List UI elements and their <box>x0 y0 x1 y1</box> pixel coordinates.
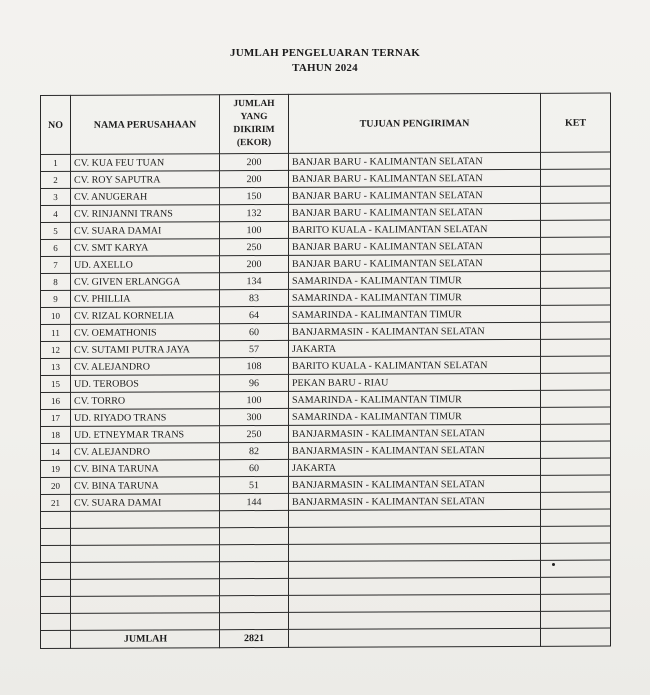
cell-remarks <box>541 254 611 271</box>
cell-quantity: 134 <box>220 272 289 289</box>
cell-company-name <box>71 562 220 580</box>
total-remarks-cell <box>541 628 611 646</box>
header-company-name: NAMA PERUSAHAAN <box>71 95 220 155</box>
cell-quantity: 250 <box>220 425 289 442</box>
header-destination: TUJUAN PENGIRIMAN <box>289 93 541 153</box>
table-header-row <box>41 93 611 154</box>
cell-no: 5 <box>41 222 71 239</box>
cell-destination: BARITO KUALA - KALIMANTAN SELATAN <box>289 356 541 374</box>
cell-remarks <box>541 186 611 203</box>
cell-company-name <box>71 545 220 563</box>
cell-no <box>41 528 71 545</box>
cell-no: 18 <box>41 426 71 443</box>
cell-no: 19 <box>41 460 71 477</box>
cell-company-name: UD. TEROBOS <box>71 375 220 393</box>
cell-quantity <box>220 544 289 561</box>
cell-company-name <box>71 528 220 546</box>
cell-destination <box>289 611 541 629</box>
cell-destination: JAKARTA <box>289 458 541 476</box>
header-quantity-line: (EKOR) <box>236 137 272 149</box>
cell-no <box>41 579 71 596</box>
cell-quantity: 83 <box>220 289 289 306</box>
cell-destination <box>289 594 541 612</box>
cell-company-name: CV. SUARA DAMAI <box>71 494 220 512</box>
document-title: JUMLAH PENGELUARAN TERNAK <box>230 47 420 59</box>
cell-remarks <box>541 492 611 509</box>
cell-no <box>41 511 71 528</box>
cell-quantity: 150 <box>220 187 289 204</box>
cell-remarks <box>541 288 611 305</box>
cell-quantity: 82 <box>220 442 289 459</box>
cell-quantity <box>220 561 289 578</box>
cell-destination: BANJAR BARU - KALIMANTAN SELATAN <box>289 237 541 255</box>
cell-company-name: CV. TORRO <box>71 392 220 410</box>
cell-quantity: 96 <box>220 374 289 391</box>
cell-remarks <box>541 560 611 577</box>
cell-no: 20 <box>41 477 71 494</box>
cell-company-name: UD. RIYADO TRANS <box>71 409 220 427</box>
cell-no: 3 <box>41 188 71 205</box>
cell-quantity <box>220 612 289 629</box>
cell-no <box>41 596 71 613</box>
cell-no: 1 <box>41 154 71 171</box>
cell-quantity: 64 <box>220 306 289 323</box>
cell-destination: BANJARMASIN - KALIMANTAN SELATAN <box>289 322 541 340</box>
cell-company-name <box>71 596 220 614</box>
cell-quantity: 60 <box>220 323 289 340</box>
cell-destination: BANJAR BARU - KALIMANTAN SELATAN <box>289 169 541 187</box>
total-row <box>41 628 611 648</box>
table-wrapper <box>40 93 610 649</box>
cell-no: 16 <box>41 392 71 409</box>
cell-destination: BANJARMASIN - KALIMANTAN SELATAN <box>289 441 541 459</box>
cell-quantity: 100 <box>220 391 289 408</box>
cell-company-name <box>71 579 220 597</box>
cell-remarks <box>541 424 611 441</box>
cell-company-name: CV. RIZAL KORNELIA <box>71 307 220 325</box>
cell-destination <box>289 543 541 561</box>
cell-quantity <box>220 595 289 612</box>
cell-quantity <box>220 578 289 595</box>
cell-quantity: 250 <box>220 238 289 255</box>
header-quantity-line: JUMLAH <box>233 98 275 110</box>
cell-company-name: CV. PHILLIA <box>71 290 220 308</box>
cell-no <box>41 545 71 562</box>
cell-remarks <box>541 322 611 339</box>
cell-destination: SAMARINDA - KALIMANTAN TIMUR <box>289 390 541 408</box>
cell-remarks <box>541 475 611 492</box>
cell-no: 7 <box>41 256 71 273</box>
cell-company-name: CV. SUTAMI PUTRA JAYA <box>71 341 220 359</box>
header-remarks: KET <box>541 93 611 152</box>
cell-no: 4 <box>41 205 71 222</box>
cell-destination <box>289 526 541 544</box>
cell-no: 6 <box>41 239 71 256</box>
header-quantity <box>220 94 289 153</box>
total-label: JUMLAH <box>71 630 220 649</box>
cell-remarks <box>541 458 611 475</box>
cell-no: 10 <box>41 307 71 324</box>
cell-remarks <box>541 509 611 526</box>
cell-destination: BANJAR BARU - KALIMANTAN SELATAN <box>289 152 541 170</box>
cell-destination: PEKAN BARU - RIAU <box>289 373 541 391</box>
cell-company-name: CV. RINJANNI TRANS <box>71 205 220 223</box>
cell-remarks <box>541 577 611 594</box>
cell-no: 9 <box>41 290 71 307</box>
cell-quantity: 108 <box>220 357 289 374</box>
cell-quantity: 132 <box>220 204 289 221</box>
cell-remarks <box>541 407 611 424</box>
header-quantity-line: YANG <box>240 112 268 123</box>
cell-quantity: 60 <box>220 459 289 476</box>
cell-company-name: UD. ETNEYMAR TRANS <box>71 426 220 444</box>
cell-destination: SAMARINDA - KALIMANTAN TIMUR <box>289 407 541 425</box>
cell-remarks <box>541 152 611 169</box>
cell-quantity: 200 <box>220 170 289 187</box>
cell-company-name: CV. BINA TARUNA <box>71 477 220 495</box>
table-body <box>41 152 611 630</box>
cell-destination: BANJARMASIN - KALIMANTAN SELATAN <box>289 424 541 442</box>
cell-company-name: CV. ROY SAPUTRA <box>71 171 220 189</box>
cell-destination <box>289 577 541 595</box>
cell-quantity: 300 <box>220 408 289 425</box>
cell-quantity: 51 <box>220 476 289 493</box>
cell-no: 15 <box>41 375 71 392</box>
livestock-shipment-table <box>40 93 611 649</box>
cell-no: 17 <box>41 409 71 426</box>
cell-company-name: UD. AXELLO <box>71 256 220 274</box>
cell-remarks <box>541 526 611 543</box>
cell-remarks <box>541 220 611 237</box>
cell-quantity <box>220 527 289 544</box>
cell-quantity: 144 <box>220 493 289 510</box>
cell-remarks <box>541 611 611 628</box>
cell-no <box>41 562 71 579</box>
cell-remarks <box>541 356 611 373</box>
cell-company-name: CV. KUA FEU TUAN <box>71 154 220 172</box>
cell-no: 11 <box>41 324 71 341</box>
cell-remarks <box>541 169 611 186</box>
cell-no: 8 <box>41 273 71 290</box>
cell-company-name: CV. GIVEN ERLANGGA <box>71 273 220 291</box>
cell-remarks <box>541 373 611 390</box>
cell-remarks <box>541 271 611 288</box>
cell-quantity: 100 <box>220 221 289 238</box>
cell-destination: BANJAR BARU - KALIMANTAN SELATAN <box>289 203 541 221</box>
cell-quantity: 200 <box>220 255 289 272</box>
cell-no: 13 <box>41 358 71 375</box>
cell-destination: JAKARTA <box>289 339 541 357</box>
cell-destination: BANJARMASIN - KALIMANTAN SELATAN <box>289 492 541 510</box>
cell-quantity: 200 <box>220 153 289 170</box>
cell-remarks <box>541 203 611 220</box>
cell-destination: SAMARINDA - KALIMANTAN TIMUR <box>289 271 541 289</box>
cell-company-name: CV. BINA TARUNA <box>71 460 220 478</box>
cell-remarks <box>541 543 611 560</box>
cell-no: 2 <box>41 171 71 188</box>
cell-destination: SAMARINDA - KALIMANTAN TIMUR <box>289 288 541 306</box>
cell-remarks <box>541 441 611 458</box>
cell-destination <box>289 509 541 527</box>
cell-company-name: CV. SMT KARYA <box>71 239 220 257</box>
cell-no: 21 <box>41 494 71 511</box>
cell-company-name: CV. OEMATHONIS <box>71 324 220 342</box>
cell-company-name <box>71 613 220 631</box>
cell-destination: SAMARINDA - KALIMANTAN TIMUR <box>289 305 541 323</box>
cell-destination: BARITO KUALA - KALIMANTAN SELATAN <box>289 220 541 238</box>
cell-company-name <box>71 511 220 529</box>
cell-company-name: CV. ALEJANDRO <box>71 358 220 376</box>
cell-remarks <box>541 390 611 407</box>
cell-remarks <box>541 305 611 322</box>
cell-destination: BANJAR BARU - KALIMANTAN SELATAN <box>289 254 541 272</box>
total-value: 2821 <box>220 629 289 647</box>
cell-destination <box>289 560 541 578</box>
cell-remarks <box>541 237 611 254</box>
cell-quantity: 57 <box>220 340 289 357</box>
cell-destination: BANJARMASIN - KALIMANTAN SELATAN <box>289 475 541 493</box>
cell-remarks <box>541 594 611 611</box>
cell-no <box>41 613 71 630</box>
cell-company-name: CV. ALEJANDRO <box>71 443 220 461</box>
total-no-cell <box>41 630 71 648</box>
cell-no: 12 <box>41 341 71 358</box>
cell-destination: BANJAR BARU - KALIMANTAN SELATAN <box>289 186 541 204</box>
header-quantity-line: DIKIRIM <box>233 124 275 136</box>
ink-dot-mark <box>552 563 555 566</box>
cell-company-name: CV. ANUGERAH <box>71 188 220 206</box>
cell-quantity <box>220 510 289 527</box>
cell-no: 14 <box>41 443 71 460</box>
total-destination-cell <box>289 628 541 647</box>
document-subtitle: TAHUN 2024 <box>292 62 358 74</box>
header-no: NO <box>41 95 71 154</box>
cell-company-name: CV. SUARA DAMAI <box>71 222 220 240</box>
cell-remarks <box>541 339 611 356</box>
